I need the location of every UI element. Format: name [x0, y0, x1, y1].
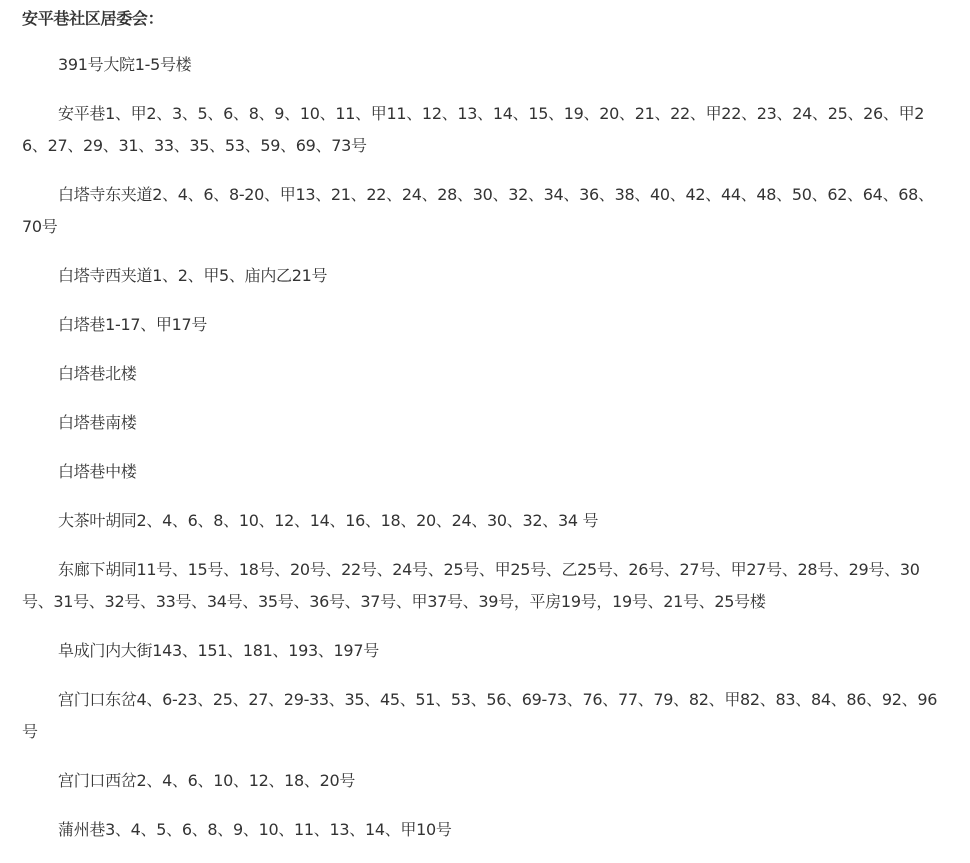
address-paragraph: 安平巷1、甲2、3、5、6、8、9、10、11、甲11、12、13、14、15、19、20、21、22、甲22、23、24、25、26、甲26、27、29、31、33、35、53、59、69、73号 [22, 104, 925, 155]
address-paragraph: 大茶叶胡同2、4、6、8、10、12、14、16、18、20、24、30、32、34 号 [58, 511, 599, 530]
committee-heading: 安平巷社区居委会： [22, 9, 164, 28]
address-paragraph: 蒲州巷3、4、5、6、8、9、10、11、13、14、甲10号 [58, 820, 452, 839]
address-paragraph: 宫门口东岔4、6-23、25、27、29-33、35、45、51、53、56、69-73、76、77、79、82、甲82、83、84、86、92、96号 [22, 690, 938, 741]
address-paragraph: 东廊下胡同11号、15号、18号、20号、22号、24号、25号、甲25号、乙25号、26号、27号、甲27号、28号、29号、30号、31号、32号、33号、34号、35号、36号、37号、甲37号、39号，平房19号，19号、21号、25号楼 [22, 560, 920, 611]
address-paragraph: 白塔寺东夹道2、4、6、8-20、甲13、21、22、24、28、30、32、34、36、38、40、42、44、48、50、62、64、68、70号 [22, 185, 934, 236]
address-paragraph: 阜成门内大街143、151、181、193、197号 [58, 641, 379, 660]
address-paragraph: 391号大院1-5号楼 [58, 55, 192, 74]
address-paragraph: 宫门口西岔2、4、6、10、12、18、20号 [58, 771, 356, 790]
address-paragraph: 白塔巷北楼 [58, 364, 137, 383]
address-paragraph: 白塔寺西夹道1、2、甲5、庙内乙21号 [58, 266, 328, 285]
address-paragraph: 白塔巷1-17、甲17号 [58, 315, 208, 334]
address-paragraph: 白塔巷南楼 [58, 413, 137, 432]
address-paragraph: 白塔巷中楼 [58, 462, 137, 481]
